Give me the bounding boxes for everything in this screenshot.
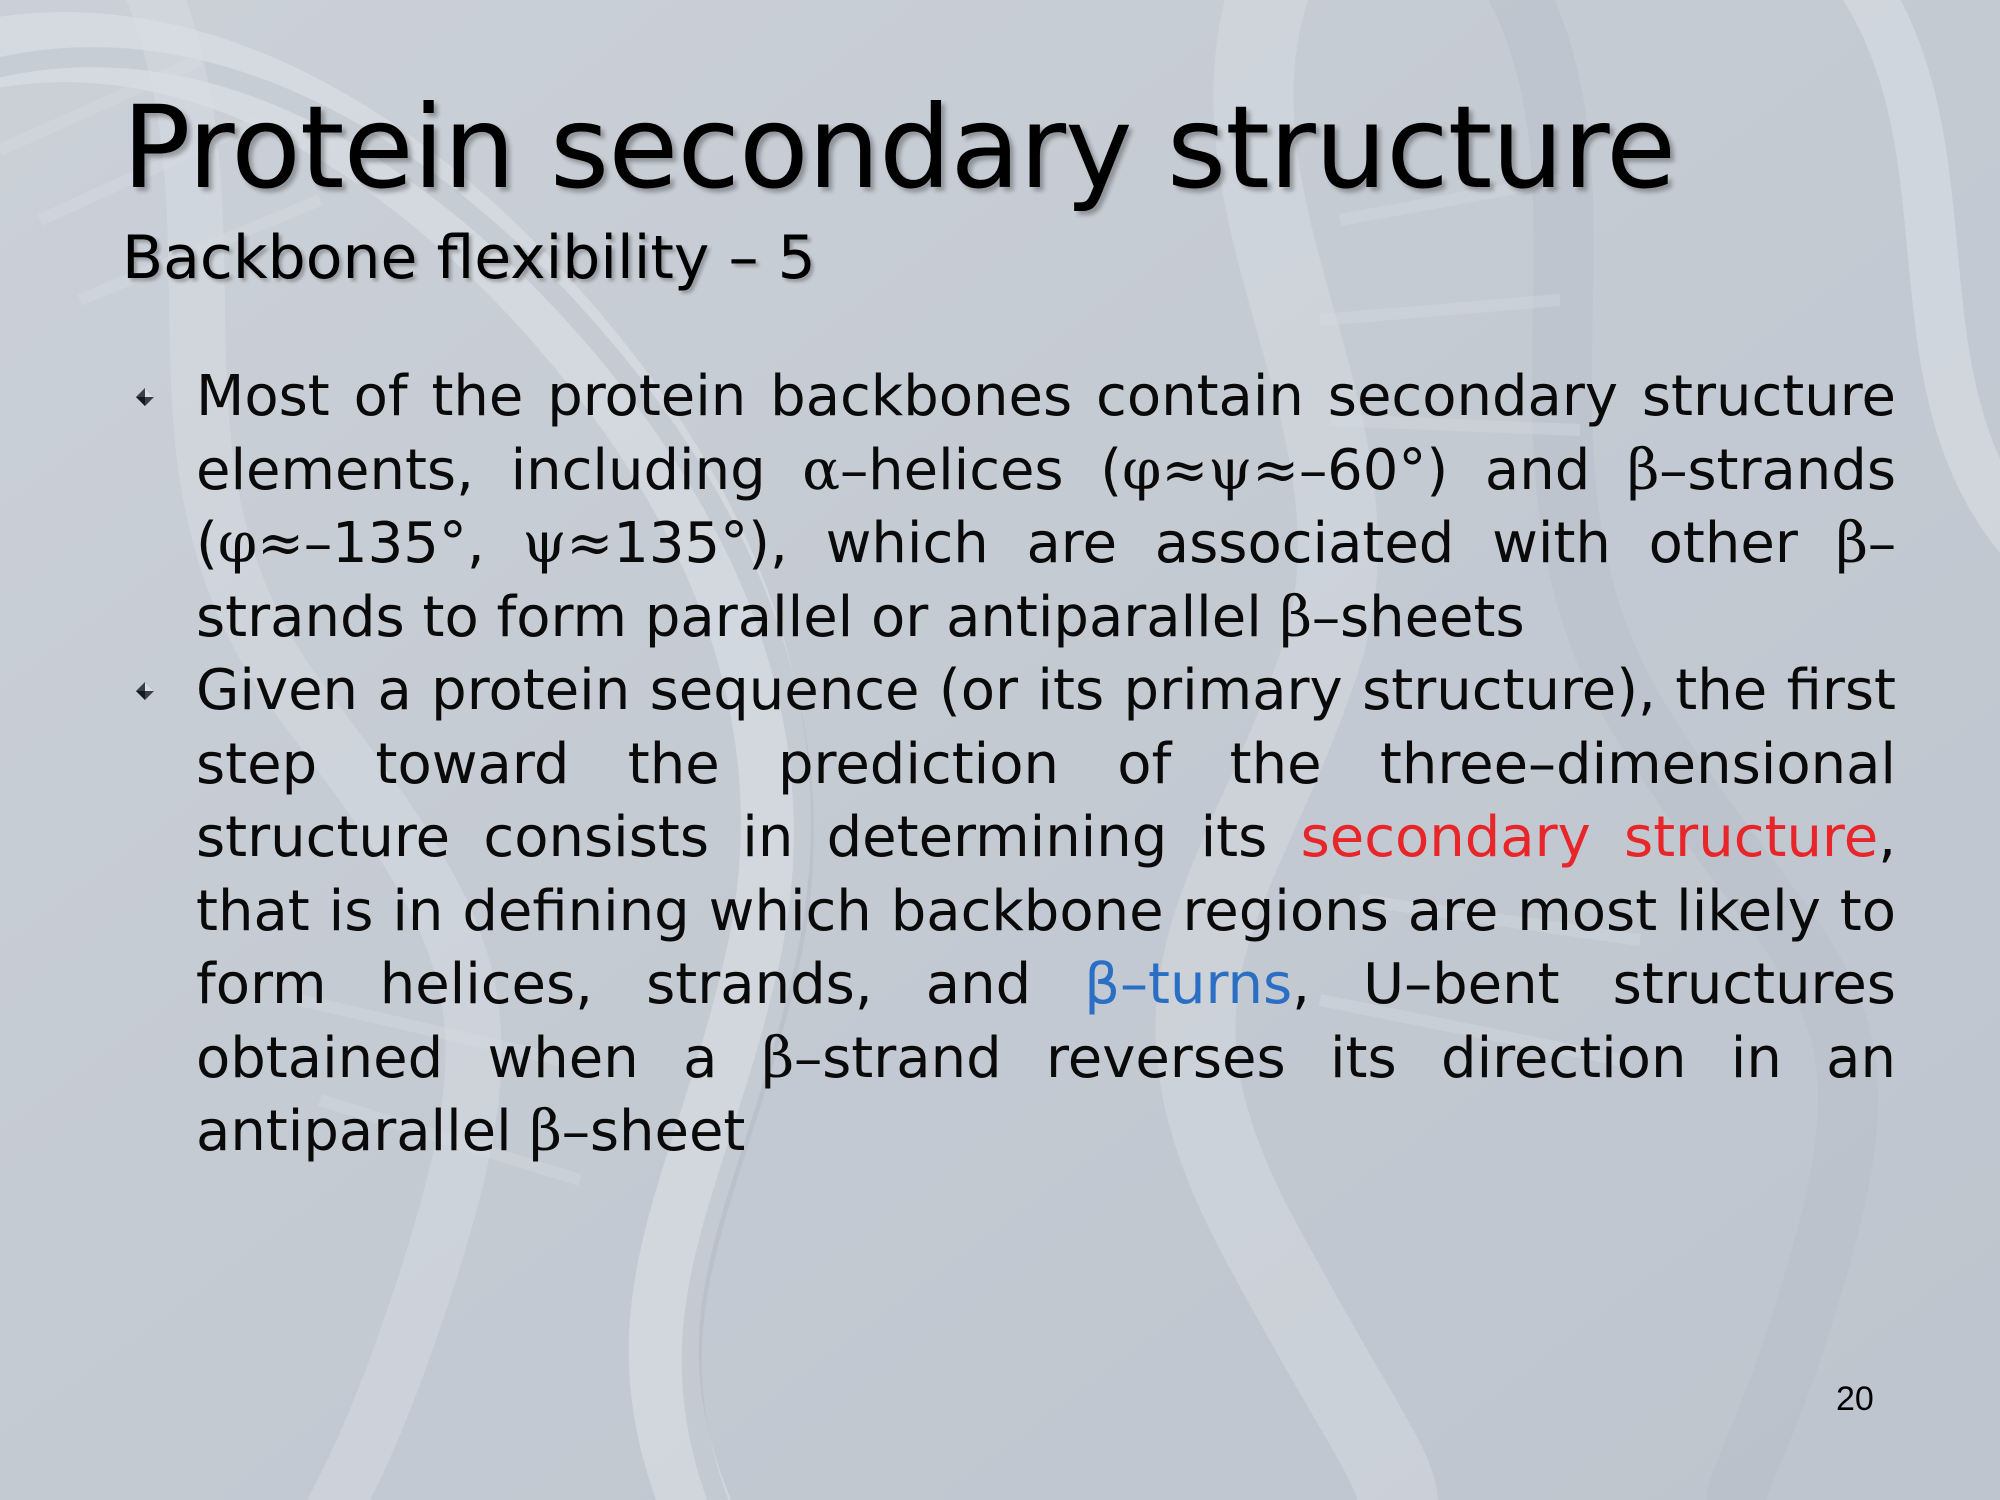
text-segment: 60°) and [1327, 437, 1627, 503]
text-segment: , that is in defining which backbone regions are most likely to form helices, strands, and [196, 805, 1896, 1017]
greek-symbol: β– [1835, 511, 1896, 576]
text-segment: strands to form parallel or antiparallel [196, 584, 1280, 650]
text-segment: Given a protein sequence (or its primary structure), the first step toward the prediction of the three–dimensional structure consists in determining its [196, 658, 1896, 870]
bullet-text [196, 658, 1896, 1164]
greek-symbol: β– [1626, 437, 1688, 503]
greek-symbol: β– [529, 1099, 590, 1164]
text-segment: sheet [589, 1099, 746, 1164]
text-segment: , U–bent structures obtained when a [196, 952, 1896, 1091]
text-segment: Most of the protein backbones contain secondary structure elements, including [196, 364, 1896, 503]
diamond-bullet-icon [134, 386, 156, 408]
greek-symbol: α– [802, 437, 869, 503]
text-segment: strand reverses its direction in an antiparallel [196, 1025, 1896, 1164]
text-segment: 135°), which are associated with other [613, 511, 1836, 576]
bullet-text [196, 364, 1896, 650]
slide-subtitle: Backbone flexibility – 5 [122, 223, 816, 293]
bullet-list [196, 360, 1896, 1169]
bullet-item [196, 360, 1896, 654]
greek-symbol: ψ≈ [522, 511, 614, 576]
highlight-term-beta-turns: β–turns [1084, 952, 1293, 1017]
text-segment: 135°, [332, 511, 523, 576]
page-number: 20 [1836, 1380, 1874, 1418]
greek-symbol: φ≈ψ≈– [1122, 437, 1328, 503]
slide-title: Protein secondary structure [122, 81, 1676, 214]
text-segment: strands ( [196, 437, 1896, 576]
text-segment: helices ( [868, 437, 1123, 503]
greek-symbol: φ≈– [217, 511, 332, 576]
greek-symbol: β– [761, 1025, 823, 1091]
greek-symbol: β– [1279, 584, 1340, 650]
diamond-bullet-icon [134, 680, 156, 702]
highlight-term-secondary-structure: secondary structure [1300, 805, 1879, 870]
text-segment: sheets [1339, 584, 1525, 650]
bullet-item [196, 654, 1896, 1169]
